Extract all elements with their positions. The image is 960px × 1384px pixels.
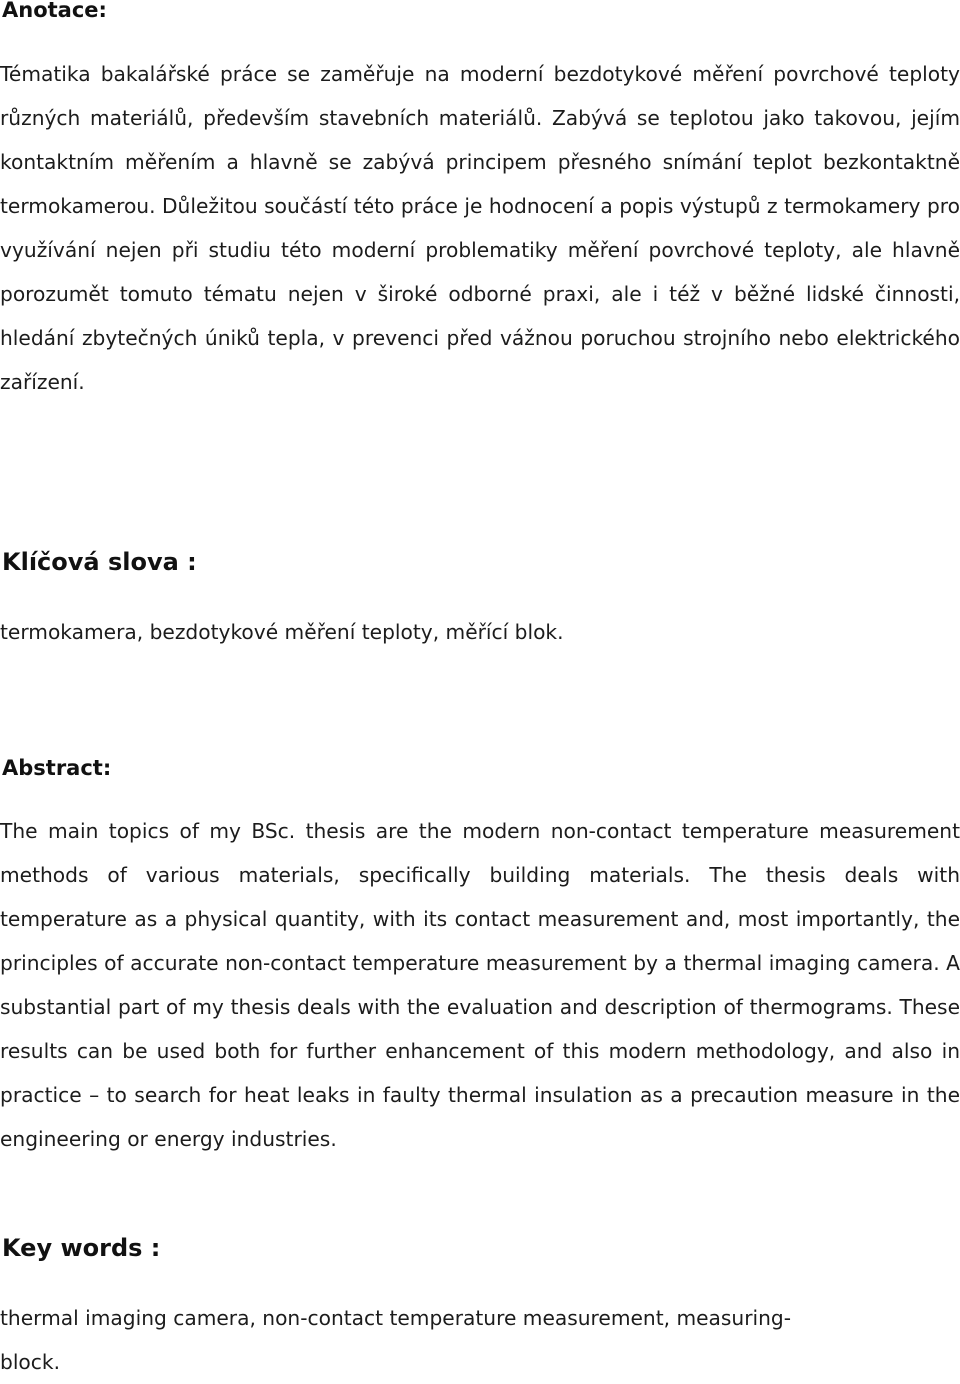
keywords-en-heading: Key words : [2, 1234, 161, 1262]
annotation-heading: Anotace: [2, 0, 107, 22]
keywords-cz-text: termokamera, bezdotykové měření teploty, měřící blok. [0, 620, 564, 644]
annotation-text: Tématika bakalářské práce se zaměřuje na moderní bezdotykové měření povrchové teploty různých materiálů, především stavebních materiálů. Zabývá se teplotou jako takovou, jejím kontaktním měřením a hlavně se zabývá principem přesného snímání teplot bezkontaktně termokamerou. Důležitou součástí této práce je hodnocení a popis výstupů z termokamery pro využívání nejen při studiu této moderní problematiky měření povrchové teploty, ale hlavně porozumět tomuto tématu nejen v široké odborné praxi, ale i též v běžné lidské činnosti, hledání zbytečných úniků tepla, v prevenci před vážnou poruchou strojního nebo elektrického zařízení. [0, 62, 960, 394]
keywords-en-text: thermal imaging camera, non-contact temperature measurement, measuring-block. [0, 1306, 792, 1374]
keywords-cz-heading: Klíčová slova : [2, 548, 197, 576]
abstract-heading: Abstract: [2, 756, 112, 780]
abstract-text: The main topics of my BSc. thesis are the modern non-contact temperature measurement methods of various materials, specifically building materials. The thesis deals with temperature as a physical quantity, with its contact measurement and, most importantly, the principles of accurate non-contact temperature measurement by a thermal imaging camera. A substantial part of my thesis deals with the evaluation and description of thermograms. These results can be used both for further enhancement of this modern methodology, and also in practice – to search for heat leaks in faulty thermal insulation as a precaution measure in the engineering or energy industries. [0, 819, 960, 1151]
